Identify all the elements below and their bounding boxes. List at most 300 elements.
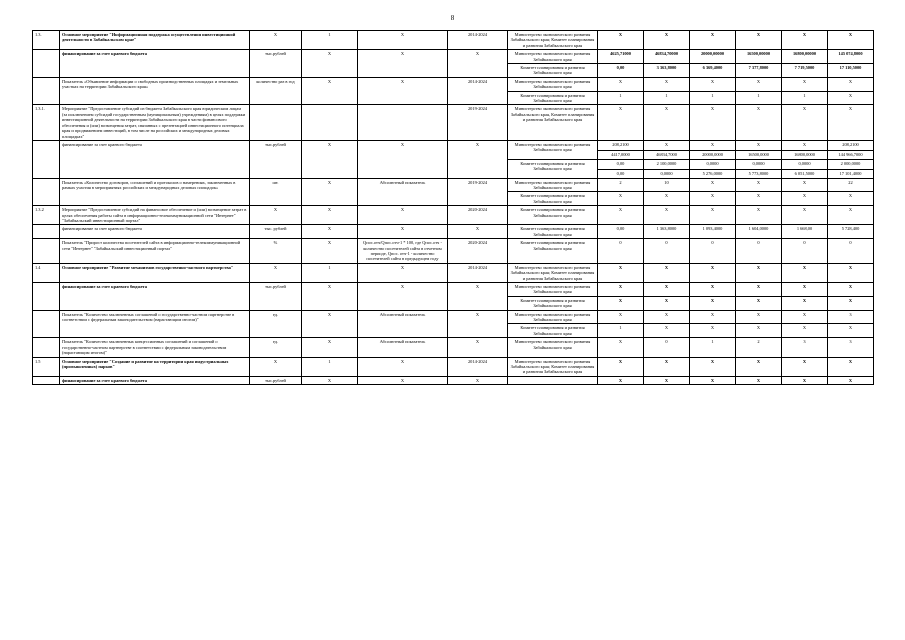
cell-value: X <box>848 92 853 98</box>
cell-value: X <box>848 297 853 303</box>
value-cell <box>690 64 736 78</box>
cell-value: X <box>710 207 715 213</box>
cell-value: 0,0000 <box>798 160 811 166</box>
cell-value: X <box>710 78 715 84</box>
cell-value: 0 <box>849 240 852 246</box>
row-col3 <box>302 105 358 140</box>
cell-value: 6 369,4000 <box>702 65 723 71</box>
cell-value: X <box>664 358 669 364</box>
program-table <box>32 30 874 385</box>
row-executor: Комитет планирования и развития Забайкальского края <box>508 324 598 338</box>
cell-value: X <box>618 358 623 364</box>
cell-value: X <box>848 284 853 290</box>
value-cell <box>828 263 874 282</box>
row-number <box>33 239 60 264</box>
row-number <box>33 140 60 178</box>
value-cell <box>644 296 690 310</box>
row-period: X <box>448 140 508 178</box>
value-cell <box>736 91 782 105</box>
row-name: Основное мероприятие "Развитие механизмов государственно-частного партнерства" <box>60 263 250 282</box>
row-number <box>33 178 60 206</box>
value-cell <box>828 225 874 239</box>
cell-value: 1 093,4000 <box>702 226 723 232</box>
cell-value: 5 728,400 <box>841 226 860 232</box>
value-cell <box>598 50 644 64</box>
cell-value: 0 <box>665 339 668 345</box>
row-executor: Комитет планирования и развития Забайкальского края <box>508 159 598 178</box>
row-executor: Министерство экономического развития Забайкальского края <box>508 310 598 324</box>
value-cell <box>598 239 644 264</box>
value-cell <box>598 91 644 105</box>
cell-value: X <box>802 311 807 317</box>
value-cell <box>644 178 690 192</box>
value-cell <box>828 357 874 376</box>
cell-value: X <box>664 311 669 317</box>
value-cell <box>598 31 644 50</box>
table-row <box>33 357 874 376</box>
row-unit: X <box>250 206 302 225</box>
cell-value: X <box>710 32 715 37</box>
cell-value: X <box>848 32 853 37</box>
value-cell <box>736 283 782 297</box>
table-row <box>33 376 874 384</box>
value-cell <box>828 192 874 206</box>
row-unit: ед. <box>250 338 302 357</box>
row-period: 2020-2024 <box>448 206 508 225</box>
row-period: 2014-2024 <box>448 263 508 282</box>
value-cell <box>644 64 690 78</box>
value-cell <box>828 77 874 91</box>
value-cell <box>782 376 828 384</box>
row-period: X <box>448 376 508 384</box>
value-cell <box>782 310 828 324</box>
value-cell <box>598 140 644 159</box>
cell-value: X <box>756 78 761 84</box>
value-cell <box>598 263 644 282</box>
row-period: 2019-2024 <box>448 105 508 140</box>
cell-value: X <box>802 78 807 84</box>
value-cell <box>828 50 874 64</box>
cell-value: 2 000,0000 <box>840 160 861 166</box>
value-cell <box>736 263 782 282</box>
value-cell <box>736 31 782 50</box>
cell-value-continued: 46834,7000 <box>644 150 689 157</box>
row-unit: ед. <box>250 310 302 338</box>
value-cell <box>690 77 736 91</box>
value-cell <box>736 296 782 310</box>
cell-value: X <box>848 358 853 364</box>
cell-value: X <box>710 106 715 112</box>
table-row <box>33 140 874 159</box>
value-cell <box>736 77 782 91</box>
cell-value: 1 604,0000 <box>748 226 769 232</box>
table-row <box>33 338 874 357</box>
value-cell <box>644 239 690 264</box>
cell-value: 2 100,0000 <box>656 160 677 166</box>
value-cell <box>828 338 874 357</box>
row-period: X <box>448 225 508 239</box>
row-number <box>33 310 60 338</box>
row-col3: X <box>302 50 358 78</box>
table-body <box>33 31 874 385</box>
cell-value: X <box>848 106 853 112</box>
cell-value: 1 <box>803 92 806 98</box>
row-calc-method <box>358 105 448 140</box>
value-cell <box>690 140 736 159</box>
row-name: Показатель "Прирост количества посетителей сайта в информационно-телекоммуникационной сети "Интернет" "Забайкальский инвестиционный портал" <box>60 239 250 264</box>
value-cell <box>690 31 736 50</box>
cell-value: X <box>848 193 853 199</box>
row-period: 2014-2024 <box>448 77 508 105</box>
value-cell <box>828 206 874 225</box>
value-cell <box>828 64 874 78</box>
row-col3: 1 <box>302 31 358 50</box>
value-cell <box>644 338 690 357</box>
cell-value: 46834,70000 <box>654 51 679 57</box>
row-unit: тыс.рублей <box>250 50 302 78</box>
row-col3: X <box>302 338 358 357</box>
row-executor: Комитет планирования и развития Забайкальского края <box>508 192 598 206</box>
value-cell <box>690 296 736 310</box>
value-cell <box>644 310 690 324</box>
row-calc-method: X <box>358 77 448 105</box>
value-cell <box>598 283 644 297</box>
cell-value: X <box>664 32 669 37</box>
value-cell <box>690 178 736 192</box>
cell-value: X <box>664 106 669 112</box>
cell-value: X <box>618 311 623 317</box>
row-number: 1.3. <box>33 31 60 50</box>
cell-value: 0 <box>665 240 668 246</box>
value-cell <box>690 91 736 105</box>
row-name: финансирование за счет краевого бюджета <box>60 376 250 384</box>
row-col3: 1 <box>302 263 358 282</box>
cell-value: 0,00 <box>616 65 625 71</box>
row-unit: тыс.рублей <box>250 140 302 178</box>
cell-value: X <box>618 193 623 199</box>
row-executor: Министерство экономического развития Забайкальского края; Комитет планирования и развития Забайкальского края <box>508 357 598 376</box>
row-name: Показатель «Количество договоров, соглашений и протоколов о намерениях, заключенных в рамках участия в мероприятиях российских и международных деловых площадок» <box>60 178 250 206</box>
cell-value: 1 <box>757 92 760 98</box>
value-cell <box>598 338 644 357</box>
row-name: финансирование за счет краевого бюджета <box>60 283 250 311</box>
row-executor: Комитет планирования и развития Забайкальского края <box>508 296 598 310</box>
cell-value: X <box>802 193 807 199</box>
cell-value: X <box>618 297 623 303</box>
cell-value: X <box>664 377 669 383</box>
value-cell <box>598 178 644 192</box>
cell-value-continued: 4417,0000 <box>598 150 643 157</box>
cell-value: 2 <box>619 179 622 185</box>
cell-value: 1 363,8000 <box>656 226 677 232</box>
value-cell <box>690 263 736 282</box>
row-executor: Комитет планирования и развития Забайкальского края <box>508 91 598 105</box>
table-row <box>33 239 874 264</box>
row-number: 1.3.2 <box>33 206 60 225</box>
row-col3: X <box>302 206 358 225</box>
value-cell <box>690 376 736 384</box>
cell-value: X <box>802 32 807 37</box>
value-cell <box>644 376 690 384</box>
value-cell <box>828 310 874 324</box>
value-cell <box>828 105 874 140</box>
cell-value: X <box>710 377 715 383</box>
row-col3: X <box>302 310 358 338</box>
cell-value: X <box>618 32 623 37</box>
cell-value: 0,00 <box>616 160 625 166</box>
cell-value: X <box>618 106 623 112</box>
row-name: Основное мероприятие "Создание и развитие на территории края индустриальных (промышленных) парков" <box>60 357 250 376</box>
value-cell <box>782 50 828 64</box>
cell-value: X <box>802 358 807 364</box>
cell-value: 7 719,5000 <box>794 65 815 71</box>
cell-value-continued: 5 276,0000 <box>690 169 735 176</box>
cell-value: 0 <box>619 240 622 246</box>
value-cell <box>782 192 828 206</box>
cell-value: X <box>710 193 715 199</box>
cell-value: X <box>848 377 853 383</box>
cell-value: 3 363,8000 <box>656 65 677 71</box>
table-row <box>33 77 874 91</box>
row-executor: Министерство экономического развития Забайкальского края <box>508 283 598 297</box>
value-cell <box>736 159 782 178</box>
cell-value: X <box>802 179 807 185</box>
row-period: X <box>448 310 508 338</box>
value-cell <box>782 91 828 105</box>
cell-value-continued: 20000,0000 <box>690 150 735 157</box>
row-executor <box>508 376 598 384</box>
value-cell <box>644 50 690 64</box>
cell-value: X <box>756 32 761 37</box>
page-number: 8 <box>450 14 455 22</box>
row-calc-method: X <box>358 376 448 384</box>
row-name: финансирование за счет краевого бюджета <box>60 50 250 78</box>
row-number <box>33 283 60 311</box>
cell-value: 1 <box>619 325 622 331</box>
value-cell <box>782 178 828 192</box>
row-executor: Комитет планирования и развития Забайкальского края <box>508 225 598 239</box>
cell-value-continued: 16800,0000 <box>782 150 827 157</box>
cell-value: X <box>710 297 715 303</box>
cell-value: X <box>756 193 761 199</box>
row-col3: X <box>302 77 358 105</box>
cell-value: X <box>664 297 669 303</box>
value-cell <box>644 31 690 50</box>
value-cell <box>828 239 874 264</box>
value-cell <box>690 50 736 64</box>
value-cell <box>736 239 782 264</box>
cell-value: X <box>710 284 715 290</box>
cell-value: X <box>802 264 807 270</box>
value-cell <box>828 283 874 297</box>
value-cell <box>736 338 782 357</box>
row-calc-method: X <box>358 31 448 50</box>
value-cell <box>598 225 644 239</box>
value-cell <box>828 91 874 105</box>
value-cell <box>598 296 644 310</box>
cell-value: X <box>756 325 761 331</box>
row-executor: Министерство экономического развития Забайкальского края <box>508 50 598 64</box>
cell-value: 1 668,00 <box>796 226 813 232</box>
cell-value: X <box>802 141 807 147</box>
cell-value: 3 <box>803 339 806 345</box>
cell-value: 4625,71000 <box>610 51 631 57</box>
cell-value: X <box>848 78 853 84</box>
table-row <box>33 50 874 64</box>
row-unit: X <box>250 357 302 376</box>
value-cell <box>782 31 828 50</box>
cell-value: X <box>664 78 669 84</box>
cell-value-continued: 17 101,4000 <box>828 169 873 176</box>
row-unit: тыс.рублей <box>250 376 302 384</box>
cell-value: X <box>618 78 623 84</box>
cell-value: 3 <box>849 311 852 317</box>
row-col3: 1 <box>302 357 358 376</box>
value-cell <box>690 338 736 357</box>
row-executor: Министерство экономического развития Забайкальского края; Комитет планирования и развития Забайкальского края <box>508 31 598 50</box>
row-period: 2019-2024 <box>448 178 508 206</box>
row-number <box>33 225 60 239</box>
cell-value: X <box>664 141 669 147</box>
value-cell <box>736 357 782 376</box>
value-cell <box>782 338 828 357</box>
value-cell <box>736 206 782 225</box>
row-number <box>33 338 60 357</box>
cell-value-continued: 0,00 <box>598 169 643 176</box>
value-cell <box>644 324 690 338</box>
table-row <box>33 283 874 297</box>
value-cell <box>782 159 828 178</box>
value-cell <box>644 263 690 282</box>
value-cell <box>690 239 736 264</box>
row-executor: Министерство экономического развития Забайкальского края; Комитет планирования и развития Забайкальского края <box>508 263 598 282</box>
cell-value: X <box>756 284 761 290</box>
row-period: X <box>448 50 508 78</box>
row-number <box>33 50 60 78</box>
table-row <box>33 105 874 140</box>
cell-value: 0 <box>757 240 760 246</box>
row-number: 1.4 <box>33 263 60 282</box>
row-number <box>33 376 60 384</box>
cell-value: 1 <box>711 339 714 345</box>
row-number <box>33 77 60 105</box>
row-period: 2014-2024 <box>448 31 508 50</box>
value-cell <box>828 296 874 310</box>
row-unit: X <box>250 263 302 282</box>
value-cell <box>644 192 690 206</box>
value-cell <box>644 159 690 178</box>
value-cell <box>598 324 644 338</box>
cell-value: X <box>756 358 761 364</box>
value-cell <box>598 77 644 91</box>
row-executor: Министерство экономического развития Забайкальского края, Комитет планирования и развития Забайкальского края <box>508 105 598 140</box>
table-row <box>33 310 874 324</box>
row-calc-method: X <box>358 283 448 311</box>
value-cell <box>828 178 874 192</box>
value-cell <box>828 31 874 50</box>
cell-value: X <box>756 106 761 112</box>
value-cell <box>644 140 690 159</box>
cell-value: 1 <box>711 92 714 98</box>
cell-value: X <box>710 141 715 147</box>
cell-value: X <box>848 325 853 331</box>
cell-value: 0 <box>711 240 714 246</box>
value-cell <box>736 140 782 159</box>
row-name: Показатель "Количество заключенных соглашений о государственно-частном партнерстве в соответствии с федеральным законодательством (нарастающим итогом)" <box>60 310 250 338</box>
value-cell <box>690 105 736 140</box>
cell-value: X <box>848 207 853 213</box>
value-cell <box>782 225 828 239</box>
cell-value: 2 <box>757 339 760 345</box>
row-calc-method: X <box>358 357 448 376</box>
cell-value: 208,2100 <box>612 141 629 147</box>
cell-value: X <box>664 193 669 199</box>
row-calc-method: X <box>358 50 448 78</box>
value-cell <box>782 206 828 225</box>
cell-value: X <box>664 207 669 213</box>
value-cell <box>782 64 828 78</box>
row-unit: X <box>250 31 302 50</box>
cell-value: X <box>710 325 715 331</box>
row-calc-method: X <box>358 263 448 282</box>
table-row <box>33 206 874 225</box>
value-cell <box>598 206 644 225</box>
row-unit <box>250 105 302 140</box>
cell-value: X <box>618 377 623 383</box>
cell-value: 7 377,8000 <box>748 65 769 71</box>
row-col3: X <box>302 283 358 311</box>
value-cell <box>690 283 736 297</box>
row-name: Показатель "Количество заключенных концессионных соглашений и соглашений о государственно-частном партнерстве в соответствии с федеральным законодательством (нарастающим итогом)" <box>60 338 250 357</box>
row-executor: Комитет планирования и развития Забайкальского края <box>508 239 598 264</box>
cell-value: 22 <box>848 179 853 185</box>
value-cell <box>782 296 828 310</box>
cell-value: 0 <box>803 240 806 246</box>
value-cell <box>598 376 644 384</box>
value-cell <box>736 376 782 384</box>
value-cell <box>690 206 736 225</box>
cell-value: X <box>756 311 761 317</box>
value-cell <box>828 159 874 178</box>
row-name: Показатель «Объявление информации о свободных производственных площадях и земельных участках на территории Забайкальского края» <box>60 77 250 105</box>
table-row <box>33 31 874 50</box>
row-number: 1.3.1. <box>33 105 60 140</box>
row-executor: Министерство экономического развития Забайкальского края <box>508 178 598 192</box>
row-unit: тыс.рублей <box>250 283 302 311</box>
cell-value: X <box>710 311 715 317</box>
row-name: Мероприятие "Предоставление субсидий на финансовое обеспечение и (или) возмещение затрат в целях обеспечения работы сайта в информационно-телекоммуникационной сети "Интернет" "Забайкальский инвестиционный портал" <box>60 206 250 225</box>
cell-value: X <box>618 264 623 270</box>
row-name: Мероприятие "Предоставление субсидий из бюджета Забайкальского края юридическим лицам (за исключением субсидий государственным (муниципальным) учреждениям) в целях поддержки инвестиционной деятельности на территории Забайкальского края в части финансового обеспечения и (или) возмещения затрат, связанных с презентацией инвестиционного потенциала края и продвижением инвестиций, в том числе на российских и международных деловых площадках" <box>60 105 250 140</box>
cell-value: 16800,00000 <box>792 51 817 57</box>
value-cell <box>690 159 736 178</box>
cell-value: 10 <box>664 179 669 185</box>
cell-value: X <box>664 284 669 290</box>
value-cell <box>828 324 874 338</box>
row-period: X <box>448 338 508 357</box>
cell-value: 208,2100 <box>842 141 859 147</box>
cell-value: 3 <box>849 339 852 345</box>
cell-value: X <box>756 207 761 213</box>
cell-value: X <box>756 297 761 303</box>
cell-value: 0,00 <box>616 226 625 232</box>
row-col3: X <box>302 178 358 206</box>
cell-value: X <box>710 179 715 185</box>
row-col3: X <box>302 376 358 384</box>
cell-value: X <box>618 284 623 290</box>
cell-value: X <box>664 325 669 331</box>
row-name: Основное мероприятие "Информационная поддержка осуществления инвестиционной деятельности в Забайкальском крае" <box>60 31 250 50</box>
